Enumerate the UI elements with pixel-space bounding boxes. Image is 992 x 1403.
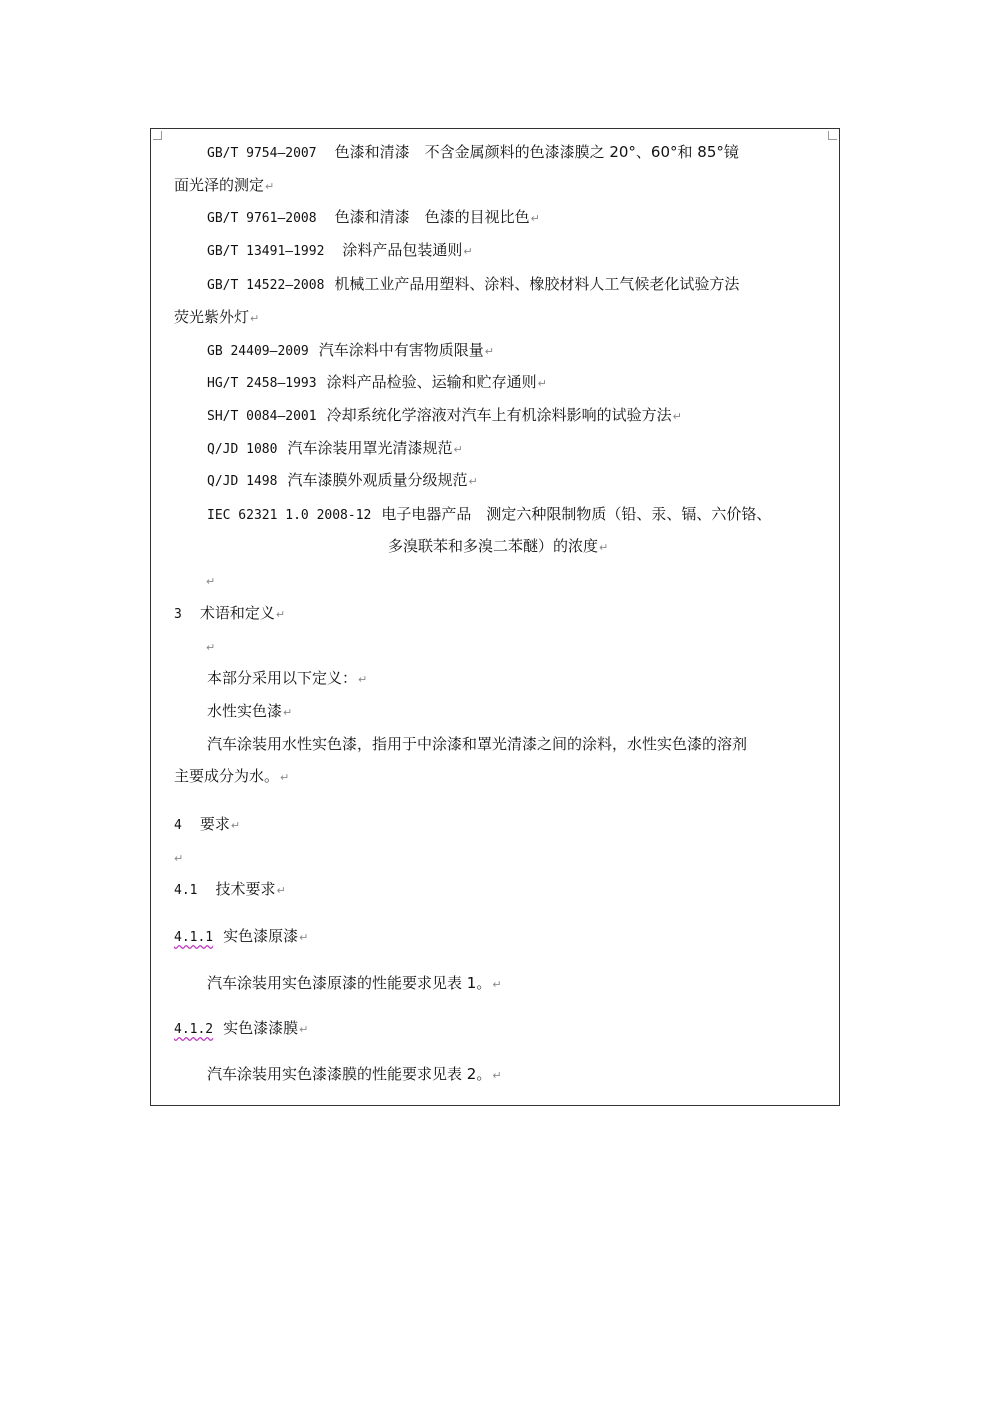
empty-paragraph: ↵	[206, 641, 216, 654]
reference-item: Q/JD 1080 汽车涂装用罩光清漆规范↵	[207, 439, 463, 457]
reference-item: IEC 62321 1.0 2008-12 电子电器产品 测定六种限制物质（铅、汞、镉、六价铬、	[207, 505, 772, 523]
reference-item: GB/T 13491—1992 涂料产品包装通则↵	[207, 241, 473, 259]
subsubsection-heading: 4.1.1 实色漆原漆↵	[174, 927, 309, 945]
reference-item: Q/JD 1498 汽车漆膜外观质量分级规范↵	[207, 471, 478, 489]
empty-paragraph: ↵	[206, 575, 216, 588]
reference-item-continuation: 荧光紫外灯↵	[174, 308, 260, 326]
subsubsection-heading: 4.1.2 实色漆漆膜↵	[174, 1019, 309, 1037]
reference-item: HG/T 2458—1993 涂料产品检验、运输和贮存通则↵	[207, 373, 547, 391]
definition-paragraph: 汽车涂装用水性实色漆，指用于中涂漆和罩光清漆之间的涂料，水性实色漆的溶剂	[207, 735, 748, 753]
section-heading: 3 术语和定义↵	[174, 604, 286, 622]
paragraph: 本部分采用以下定义：↵	[207, 669, 368, 687]
reference-item-continuation: 面光泽的测定↵	[174, 176, 275, 194]
reference-item	[207, 142, 739, 164]
reference-item-continuation: 多溴联苯和多溴二苯醚）的浓度↵	[388, 537, 609, 555]
empty-paragraph: ↵	[174, 852, 184, 865]
term-label: 水性实色漆↵	[207, 702, 293, 720]
reference-item: SH/T 0084—2001 冷却系统化学溶液对汽车上有机涂料影响的试验方法↵	[207, 406, 682, 424]
section-heading: 4 要求↵	[174, 815, 241, 833]
reference-item: GB/T 9761—2008 色漆和清漆 色漆的目视比色↵	[207, 208, 540, 226]
crop-mark-top-right	[828, 131, 837, 140]
paragraph: 汽车涂装用实色漆漆膜的性能要求见表 2。↵	[207, 1065, 502, 1083]
reference-item: GB 24409—2009 汽车涂料中有害物质限量↵	[207, 341, 494, 359]
paragraph: 汽车涂装用实色漆原漆的性能要求见表 1。↵	[207, 974, 502, 992]
reference-code: GB/T 9754—2007	[207, 146, 317, 161]
reference-item: GB/T 14522—2008 机械工业产品用塑料、涂料、橡胶材料人工气候老化试验方法	[207, 275, 740, 293]
definition-paragraph-continuation: 主要成分为水。↵	[174, 767, 290, 785]
subsection-heading: 4.1 技术要求↵	[174, 880, 286, 898]
reference-title: 色漆和清漆 不含金属颜料的色漆漆膜之 20°、60°和 85°镜	[334, 143, 739, 161]
crop-mark-top-left	[153, 131, 162, 140]
